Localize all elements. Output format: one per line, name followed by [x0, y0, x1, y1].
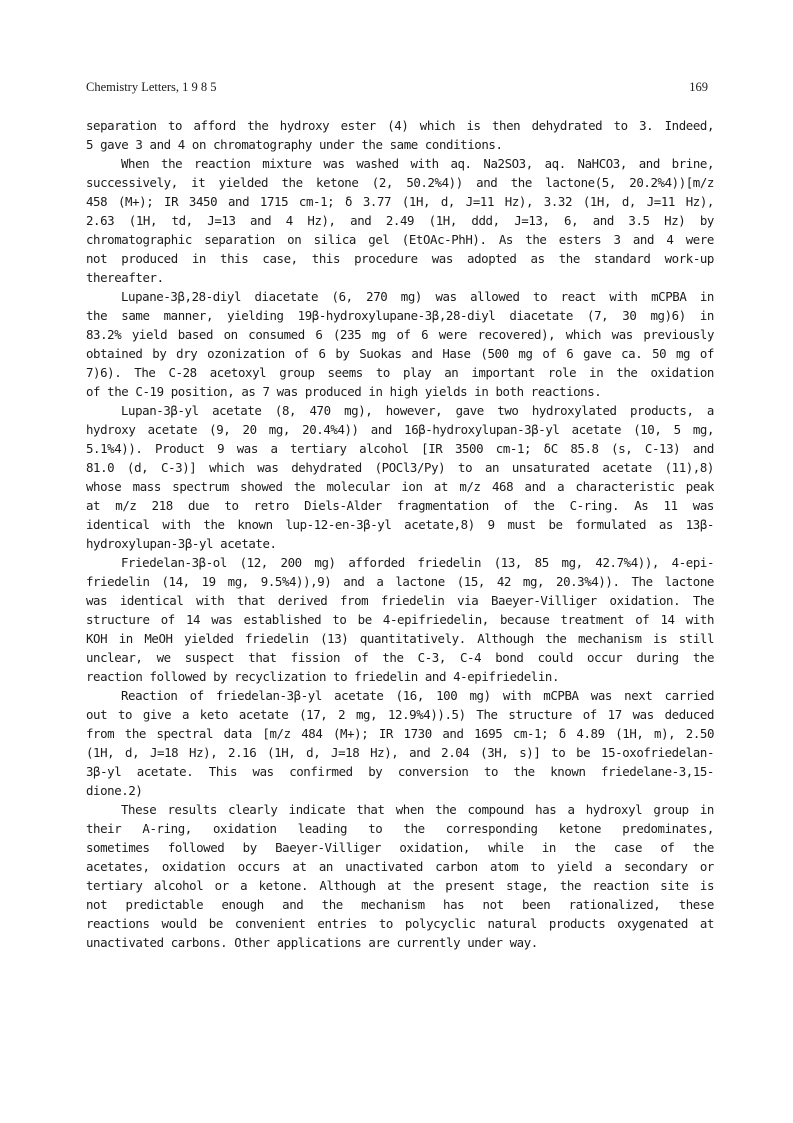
text-line: from the spectral data [m/z 484 (M+); IR 1730 and 1695 cm-1; δ 4.89 (1H, m), 2.50	[86, 726, 714, 741]
text-line: Lupane-3β,28-diyl diacetate (6, 270 mg) was allowed to react with mCPBA in	[121, 289, 714, 304]
text-line: not predictable enough and the mechanism has not been rationalized, these	[86, 897, 714, 912]
text-line: When the reaction mixture was washed with aq. Na2SO3, aq. NaHCO3, and brine,	[121, 156, 714, 171]
text-line: separation to afford the hydroxy ester (4) which is then dehydrated to 3. Indeed,	[86, 118, 714, 133]
text-line: hydroxy acetate (9, 20 mg, 20.4%4)) and 16β-hydroxylupan-3β-yl acetate (10, 5 mg,	[86, 422, 714, 437]
text-line: was identical with that derived from friedelin via Baeyer-Villiger oxidation. The	[86, 593, 714, 608]
text-line: reaction followed by recyclization to friedelin and 4-epifriedelin.	[86, 669, 560, 684]
text-line: out to give a keto acetate (17, 2 mg, 12.9%4)).5) The structure of 17 was deduced	[86, 707, 714, 722]
text-line: (1H, d, J=18 Hz), 2.16 (1H, d, J=18 Hz), and 2.04 (3H, s)] to be 15-oxofriedelan-	[86, 745, 714, 760]
text-line: 2.63 (1H, td, J=13 and 4 Hz), and 2.49 (1H, ddd, J=13, 6, and 3.5 Hz) by	[86, 213, 714, 228]
text-line: 458 (M+); IR 3450 and 1715 cm-1; δ 3.77 (1H, d, J=11 Hz), 3.32 (1H, d, J=11 Hz),	[86, 194, 714, 209]
text-line: KOH in MeOH yielded friedelin (13) quantitatively. Although the mechanism is still	[86, 631, 714, 646]
text-line: 5 gave 3 and 4 on chromatography under the same conditions.	[86, 137, 503, 152]
article-body	[86, 116, 714, 952]
text-line: sometimes followed by Baeyer-Villiger oxidation, while in the case of the	[86, 840, 714, 855]
text-line: unactivated carbons. Other applications are currently under way.	[86, 935, 538, 950]
text-line: tertiary alcohol or a ketone. Although at the present stage, the reaction site is	[86, 878, 714, 893]
text-line: not produced in this case, this procedure was adopted as the standard work-up	[86, 251, 714, 266]
text-line: acetates, oxidation occurs at an unactivated carbon atom to yield a secondary or	[86, 859, 714, 874]
text-line: whose mass spectrum showed the molecular ion at m/z 468 and a characteristic peak	[86, 479, 714, 494]
text-line: 5.1%4)). Product 9 was a tertiary alcohol [IR 3500 cm-1; δC 85.8 (s, C-13) and	[86, 441, 714, 456]
text-line: unclear, we suspect that fission of the C-3, C-4 bond could occur during the	[86, 650, 714, 665]
text-line: 7)6). The C-28 acetoxyl group seems to play an important role in the oxidation	[86, 365, 714, 380]
text-line: 83.2% yield based on consumed 6 (235 mg of 6 were recovered), which was previously	[86, 327, 714, 342]
text-line: Lupan-3β-yl acetate (8, 470 mg), however, gave two hydroxylated products, a	[121, 403, 714, 418]
text-line: structure of 14 was established to be 4-epifriedelin, because treatment of 14 with	[86, 612, 714, 627]
text-line: friedelin (14, 19 mg, 9.5%4)),9) and a lactone (15, 42 mg, 20.3%4)). The lactone	[86, 574, 714, 589]
text-line: of the C-19 position, as 7 was produced in high yields in both reactions.	[86, 384, 602, 399]
text-line: obtained by dry ozonization of 6 by Suokas and Hase (500 mg of 6 gave ca. 50 mg of	[86, 346, 714, 361]
page-number: 169	[689, 80, 708, 94]
text-line: identical with the known lup-12-en-3β-yl acetate,8) 9 must be formulated as 13β-	[86, 517, 714, 532]
text-line: at m/z 218 due to retro Diels-Alder fragmentation of the C-ring. As 11 was	[86, 498, 714, 513]
text-line: thereafter.	[86, 270, 164, 285]
text-line: Friedelan-3β-ol (12, 200 mg) afforded friedelin (13, 85 mg, 42.7%4)), 4-epi-	[121, 555, 714, 570]
text-line: dione.2)	[86, 783, 143, 798]
text-line: chromatographic separation on silica gel (EtOAc-PhH). As the esters 3 and 4 were	[86, 232, 714, 247]
text-line: the same manner, yielding 19β-hydroxylupane-3β,28-diyl diacetate (7, 30 mg)6) in	[86, 308, 714, 323]
text-line: successively, it yielded the ketone (2, 50.2%4)) and the lactone(5, 20.2%4))[m/z	[86, 175, 714, 190]
journal-citation: Chemistry Letters, 1 9 8 5	[86, 80, 217, 94]
text-line: Reaction of friedelan-3β-yl acetate (16, 100 mg) with mCPBA was next carried	[121, 688, 714, 703]
text-line: their A-ring, oxidation leading to the corresponding ketone predominates,	[86, 821, 714, 836]
text-line: These results clearly indicate that when the compound has a hydroxyl group in	[121, 802, 714, 817]
running-head	[86, 80, 708, 100]
text-line: 81.0 (d, C-3)] which was dehydrated (POCl3/Py) to an unsaturated acetate (11),8)	[86, 460, 714, 475]
text-line: 3β-yl acetate. This was confirmed by conversion to the known friedelane-3,15-	[86, 764, 714, 779]
text-line: hydroxylupan-3β-yl acetate.	[86, 536, 277, 551]
text-line: reactions would be convenient entries to polycyclic natural products oxygenated at	[86, 916, 714, 931]
